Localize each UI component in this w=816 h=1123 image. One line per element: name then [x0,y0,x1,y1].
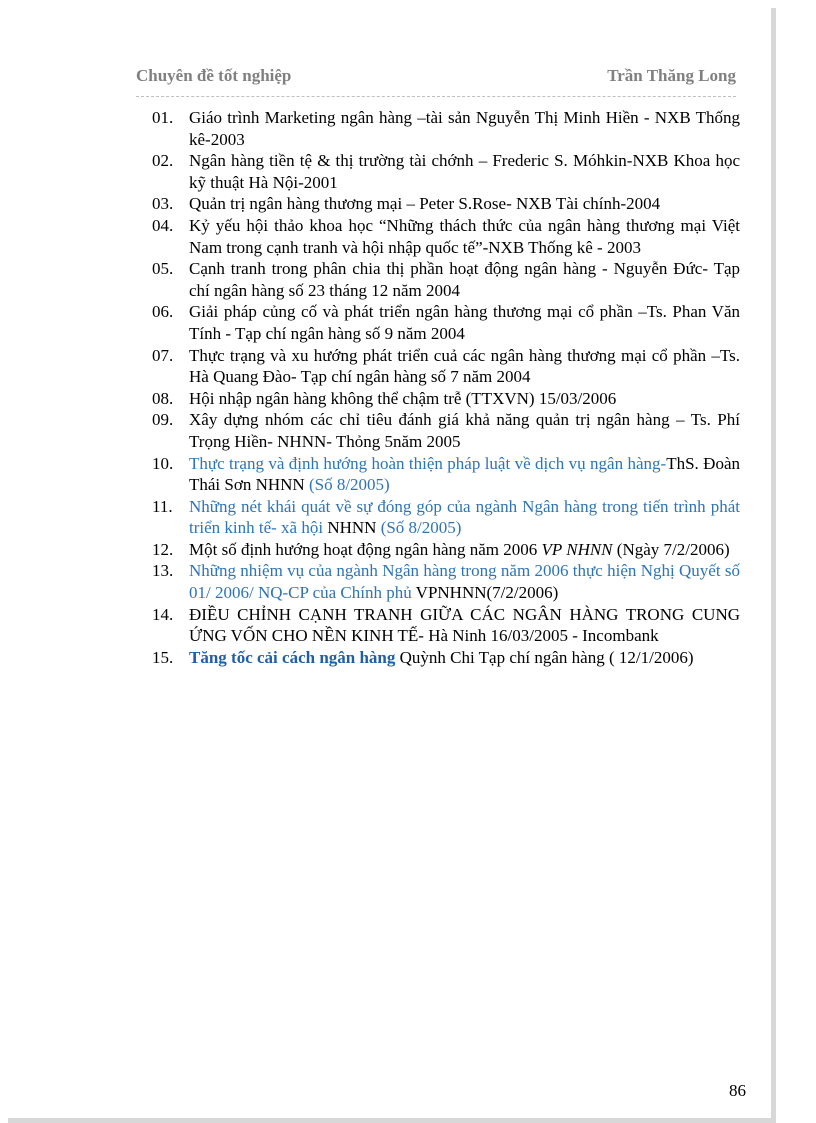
reference-number: 01. [152,108,174,127]
reference-text: ĐIỀU CHỈNH CẠNH TRANH GIỮA CÁC NGÂN HÀNG TRONG CUNG ỨNG VỐN CHO NỀN KINH TẾ- Hà Ninh 16/03/2005 - Incombank [189,604,740,646]
reference-number: 08. [152,388,174,408]
reference-item [152,560,740,603]
reference-item [152,539,740,561]
reference-text: Những nét khái quát về sự đóng góp của ngành Ngân hàng trong tiến trình phát triển kinh tế- xã hội [189,496,740,538]
reference-item [152,258,740,301]
reference-number: 13. [152,561,174,581]
reference-item [152,647,740,669]
header-left-title: Chuyên đề tốt nghiệp [136,66,292,85]
reference-text: Một số định hướng hoạt động ngân hàng năm 2006 [189,539,542,559]
reference-text: Quỳnh Chi Tạp chí ngân hàng ( 12/1/2006) [395,647,694,667]
reference-text: Giải pháp củng cố và phát triển ngân hàng thương mại cổ phần –Ts. Phan Văn Tính - Tạp chí ngân hàng số 9 năm 2004 [189,302,740,343]
header-author: Trần Thăng Long [607,66,736,85]
reference-number: 12. [152,539,174,559]
reference-item [152,388,740,410]
reference-number: 06. [152,302,174,322]
reference-number: 03. [152,194,174,214]
reference-text: VPNHNN(7/2/2006) [411,583,559,603]
reference-item [152,345,740,388]
reference-text: Thực trạng và xu hướng phát triển cuả các ngân hàng thương mại cổ phần –Ts. Hà Quang Đào- Tạp chí ngân hàng số 7 năm 2004 [189,345,740,387]
reference-number: 02. [152,151,174,171]
reference-text: Tăng tốc cải cách ngân hàng [189,647,396,667]
reference-item [152,150,740,193]
reference-list [152,107,740,668]
reference-text: Cạnh tranh trong phân chia thị phần hoạt động ngân hàng - Nguyễn Đức- Tạp chí ngân hàng số 23 tháng 12 năm 2004 [189,259,740,300]
page-number: 86 [729,1081,746,1100]
reference-text: Xây dựng nhóm các chỉ tiêu đánh giá khả năng quản trị ngân hàng – Ts. Phí Trọng Hiền- NHNN- Thỏng 5năm 2005 [189,410,740,451]
reference-item [152,215,740,258]
reference-text: NHNN [323,518,381,538]
reference-item [152,301,740,344]
page-shadow [8,1118,776,1123]
reference-text: Ngân hàng tiền tệ & thị trường tài chớnh – Frederic S. Móhkin-NXB Khoa học kỹ thuật Hà Nội-2001 [189,151,740,192]
reference-text: Quản trị ngân hàng thương mại – Peter S.Rose- NXB Tài chính-2004 [189,194,661,214]
reference-number: 11. [152,496,173,516]
reference-number: 14. [152,604,174,624]
reference-item [152,604,740,647]
reference-number: 10. [152,453,174,473]
reference-number: 05. [152,259,174,279]
reference-text: Những nhiệm vụ của ngành Ngân hàng trong năm 2006 thực hiện Nghị Quyết số 01/ 2006/ NQ-CP của Chính phủ [189,561,740,603]
reference-item [152,409,740,452]
page-shadow [771,8,776,1123]
reference-text: Kỷ yếu hội thảo khoa học “Những thách thức của ngân hàng thương mại Việt Nam trong cạnh tranh và hội nhập quốc tế”-NXB Thống kê - 2003 [189,215,740,257]
reference-text: (Ngày 7/2/2006) [612,539,730,559]
reference-text: ThS. Đoàn Thái Sơn NHNN [189,453,740,495]
reference-number: 07. [152,345,174,365]
reference-text: VP NHNN [541,539,613,559]
reference-text: (Số 8/2005) [308,475,390,495]
page-header [136,66,736,92]
reference-item [152,193,740,215]
reference-item [152,453,740,496]
reference-item [152,107,740,150]
reference-text: (Số 8/2005) [380,518,462,538]
reference-number: 09. [152,410,174,430]
reference-number: 04. [152,215,174,235]
header-divider [136,96,736,97]
reference-item [152,496,740,539]
reference-number: 15. [152,647,174,667]
reference-text: Hội nhập ngân hàng không thể chậm trễ (TTXVN) 15/03/2006 [189,388,617,408]
reference-text: Giáo trình Marketing ngân hàng –tài sản Nguyễn Thị Minh Hiền - NXB Thống kê-2003 [189,108,740,149]
reference-text: Thực trạng và định hướng hoàn thiện pháp luật về dịch vụ ngân hàng- [189,453,667,473]
